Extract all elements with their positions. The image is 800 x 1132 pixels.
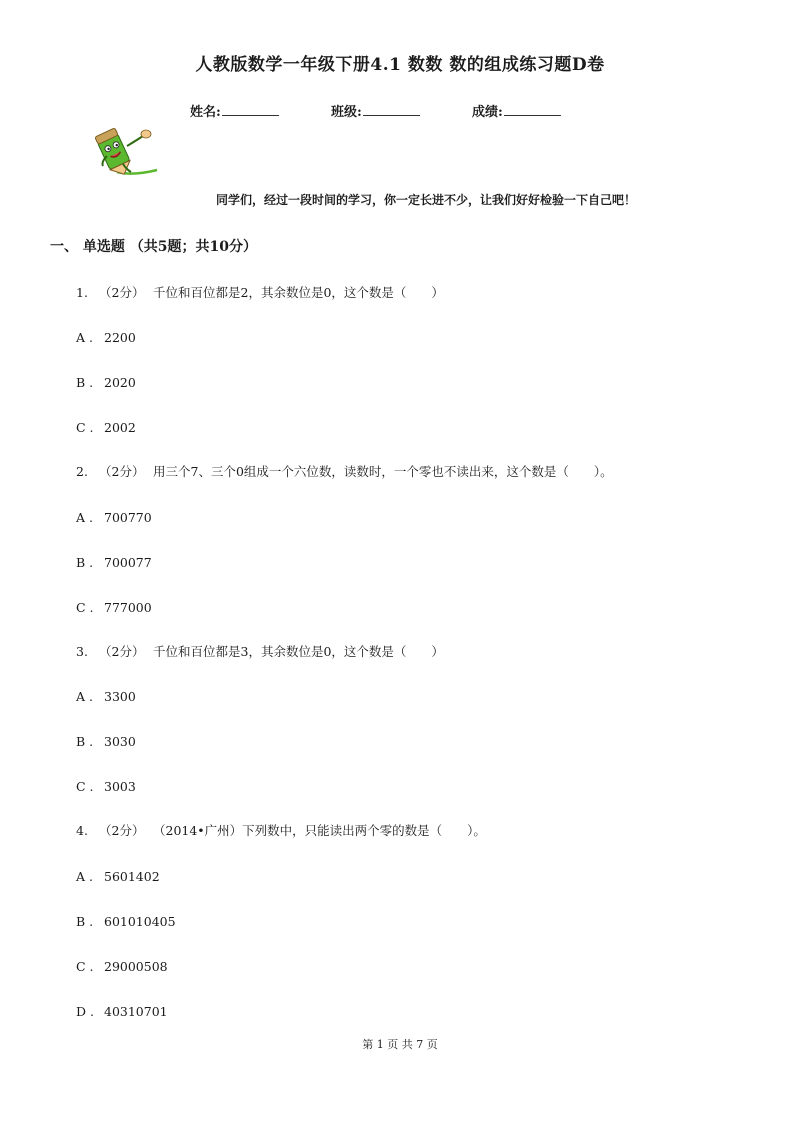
class-field[interactable] (331, 101, 420, 120)
score-field[interactable] (472, 101, 561, 120)
class-label: 班级: (331, 105, 362, 120)
class-blank[interactable] (363, 103, 420, 116)
score-blank[interactable] (504, 103, 561, 116)
option-letter: C . (76, 779, 94, 794)
score-label: 成绩: (472, 105, 503, 120)
option-4b[interactable] (76, 914, 176, 929)
name-field[interactable] (190, 101, 279, 120)
option-3c[interactable] (76, 779, 136, 794)
option-3b[interactable] (76, 734, 136, 749)
option-letter: D . (76, 1004, 94, 1019)
option-letter: C . (76, 420, 94, 435)
option-letter: B . (76, 734, 94, 749)
question-text: 千位和百位都是3，其余数位是0，这个数是（ ） (153, 644, 444, 659)
question-text: 千位和百位都是2，其余数位是0，这个数是（ ） (153, 285, 444, 300)
option-4c[interactable] (76, 959, 168, 974)
question-number: 4. (76, 823, 88, 838)
page-title: 人教版数学一年级下册4.1 数数 数的组成练习题D卷 (195, 55, 605, 75)
question-text: （2014•广州）下列数中，只能读出两个零的数是（ ）。 (153, 823, 486, 838)
question-text: 用三个7、三个0组成一个六位数，读数时，一个零也不读出来，这个数是（ ）。 (153, 464, 613, 479)
option-text: 29000508 (104, 959, 168, 974)
option-letter: B . (76, 375, 94, 390)
question-score: （2分） (99, 644, 145, 659)
option-2c[interactable] (76, 600, 152, 615)
option-letter: A . (76, 689, 93, 704)
question-score: （2分） (99, 464, 145, 479)
option-letter: C . (76, 959, 94, 974)
option-letter: B . (76, 914, 94, 929)
pencil-mascot-icon (93, 126, 163, 182)
option-2b[interactable] (76, 555, 152, 570)
question-number: 2. (76, 464, 88, 479)
question-number: 3. (76, 644, 88, 659)
option-text: 700077 (104, 555, 152, 570)
option-text: 5601402 (104, 869, 160, 884)
option-1b[interactable] (76, 375, 136, 390)
intro-text: 同学们，经过一段时间的学习，你一定长进不少，让我们好好检验一下自己吧！ (215, 193, 636, 207)
option-text: 2020 (104, 375, 136, 390)
option-text: 2200 (104, 330, 136, 345)
option-4a[interactable] (76, 869, 160, 884)
option-letter: A . (76, 869, 93, 884)
option-text: 3003 (104, 779, 136, 794)
question-3 (76, 642, 444, 660)
option-text: 700770 (104, 510, 152, 525)
option-text: 3030 (104, 734, 136, 749)
option-3a[interactable] (76, 689, 136, 704)
option-text: 40310701 (104, 1004, 168, 1019)
option-letter: A . (76, 330, 93, 345)
option-1a[interactable] (76, 330, 136, 345)
question-score: （2分） (99, 823, 145, 838)
option-2a[interactable] (76, 510, 152, 525)
page-footer: 第 1 页 共 7 页 (362, 1038, 438, 1051)
option-letter: A . (76, 510, 93, 525)
question-number: 1. (76, 285, 88, 300)
section-heading: 一、 单选题 （共5题；共10分） (50, 239, 257, 255)
name-blank[interactable] (222, 103, 279, 116)
option-4d[interactable] (76, 1004, 168, 1019)
option-letter: C . (76, 600, 94, 615)
question-1 (76, 283, 444, 301)
option-text: 3300 (104, 689, 136, 704)
option-text: 2002 (104, 420, 136, 435)
option-letter: B . (76, 555, 94, 570)
option-text: 777000 (104, 600, 152, 615)
question-4 (76, 821, 486, 839)
name-label: 姓名: (190, 105, 221, 120)
option-text: 601010405 (104, 914, 176, 929)
question-2 (76, 462, 613, 480)
question-score: （2分） (99, 285, 145, 300)
option-1c[interactable] (76, 420, 136, 435)
